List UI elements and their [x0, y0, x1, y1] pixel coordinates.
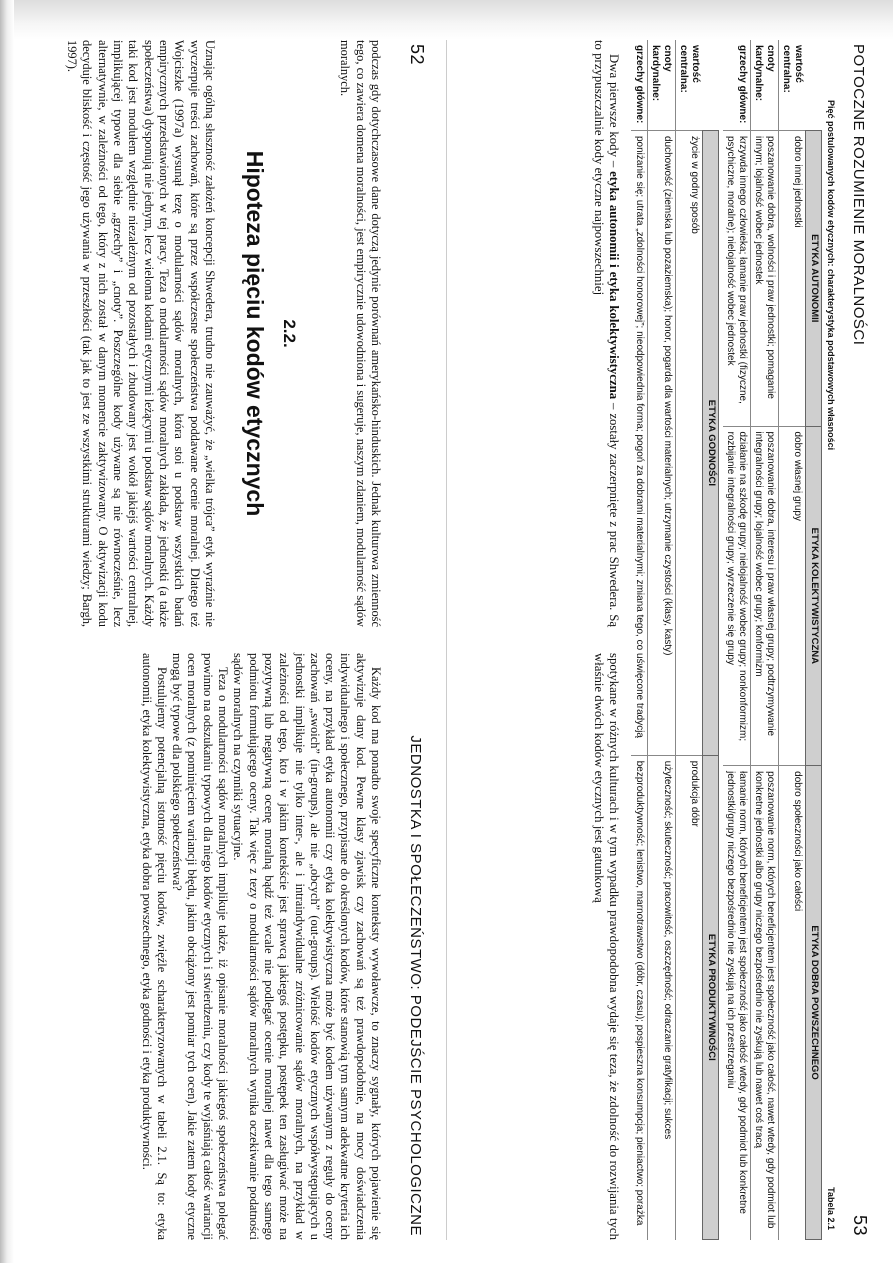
column-header: ETYKA AUTONOMII: [806, 131, 822, 427]
table-label: Tabela 2.1: [826, 1187, 836, 1230]
scan-shadow-left: [0, 0, 14, 1263]
book-gutter: [446, 40, 447, 1240]
paragraph: Teza o modularności sądów moralnych implikuje także, iż opisanie moralności jakiegoś społeczeństwa polegać powinno na odszukaniu typowych dla niego kodów etycznych i stwierdzeniu, czy kody te wyjaśniają całość wariancji ocen moralnych (z pominięciem wariancji błędu, jakim obciążony jest pomiar tych ocen). Jakie zatem kody etyczne mogą być typowe dla polskiego społeczeństwa?: [170, 653, 231, 1240]
scan-shadow-top: [0, 0, 893, 40]
right-running-header: [836, 40, 870, 1240]
ethics-table-part-2: [632, 40, 720, 1240]
paragraph: Uznając ogólną słuszność założeń koncepcji Shwedera, trudno nie zauważyć, że „wielka trójca” etyk wyraźnie nie wyczerpuje treści zachowań, które są przez współczesne społeczeństwa poddawane ocenie moralnej. Dlatego też Wojciszke (1997a) wysunął tezę o modularności sądów moralnych, która stoi u podstaw wszystkich badań empirycznych przedstawionych w tej pracy. Teza o modularności sądów moralnych zakłada, że jednostki (a także społeczeństwa) dysponują nie jednym, lecz wieloma kodami etycznymi leżącymi u podstaw sądów moralnych. Każdy taki kod jest modułem względnie niezależnym od pozostałych i zbudowany jest wokół jakiejś wartości centralnej, implikującej typowe dla siebie „grzechy” i „cnoty”. Poszczególne kody używane są nie równocześnie, lecz alternatywnie, w zależności od tego, który z nich został w danym momencie zaktywizowany. O aktywizacji kodu decyduje bliskość i częstość jego używania w przeszłości (tak jak to jest ze wszystkimi strukturami wiedzy; Bargh, 1997).: [65, 40, 217, 627]
right-column-1: [591, 40, 622, 627]
table-row: grzechy główne: krzywda innego człowieka; łamanie praw jednostki (fizyczne, psychiczne, moralne); nielojalność wobec jednostek działanie na szkodę grupy; nielojalność wobec grupy; nonkonformizm; rozbijanie integralności grupy; wyrzeczenie się grupy łamanie norm, których beneficjentem jest społeczność jako całość wtedy, gdy podmiot lub konkretne jednostki/grupy niczego bezpośrednio nie zyskują na ich przestrzeganiu: [723, 40, 751, 1240]
left-column-1: [23, 40, 383, 627]
paragraph: Dwa pierwsze kody – etyka autonomii i etyka kolektywistyczna – zostały zaczerpnięte z prac Shwedera. Są to przypuszczalnie kody etyczne najpowszechniej: [592, 40, 622, 628]
paragraph: podczas gdy dotychczasowe dane dotyczą jedynie porównań amerykańsko-hinduskich. Jednak kulturowa zmienność tego, co zawiera domena moralności, jest empirycznie udowodniona i sugeruje, naszym zdaniem, modularność sądów moralnych.: [338, 40, 383, 627]
column-header: ETYKA KOLEKTYWISTYCZNA: [806, 426, 822, 766]
page-number: 53: [850, 1214, 870, 1236]
column-header: ETYKA DOBRA POWSZECHNEGO: [806, 766, 822, 1240]
left-page: [27, 40, 427, 1240]
table-row: wartość centralna: dobro innej jednostki dobro własnej grupy dobro społeczności jako całości: [779, 40, 807, 1240]
left-column-2: [23, 653, 383, 1240]
page-number: 52: [407, 44, 427, 66]
running-head: POTOCZNE ROZUMIENIE MORALNOŚCI: [850, 44, 867, 346]
paragraph: Każdy kod ma ponadto swoje specyficzne konteksty wywoławcze, to znaczy sygnały, których pojawienie się aktywizuje dany kod. Pewne klasy zjawisk czy zachowań są też prawdopodobnie, na mocy doświadczenia indywidualnego i społecznego, przypisane do określonych kodów, które stanowią tym samym adekwatne kryteria ich oceny, na przykład etyka autonomii czy etyka kolektywistyczna może być kodem używanym z reguły do oceny zachowań „swoich” (in-groups), ale nie „obcych” (out-groups). Wielość kodów etycznych współwystępujących u jednostki implikuje nie tylko inter-, ale i intraindywidualne zróżnicowanie sądów moralnych, na przykład w zależności od tego, kto i w jakim kontekście jest sprawcą jakiegoś postępku, postępek ten zasługiwać może na pozytywną lub negatywną ocenę moralną bądź też wcale nie podlegać ocenie moralnej nawet dla tego samego podmiotu formułującego oceny. Tak więc z tezy o modularności sądów moralnych wynika oczekiwanie podatności sądów moralnych na czynniki sytuacyjne.: [231, 653, 383, 1240]
table-row: cnoty kardynalne: poszanowanie dobra, wolności i praw jednostki; pomaganie innym; lojalność wobec jednostek poszanowanie dobra, interesu i praw własnej grupy; podtrzymywanie integralności grupy; lojalność wobec grupy; konformizm poszanowanie norm, których beneficjentem jest społeczność jako całość, nawet wtedy, gdy podmiot lub konkretne jednostki albo grupy niczego bezpośrednio nie zyskują lub nawet coś tracą: [751, 40, 779, 1240]
section-title: Hipoteza pięciu kodów etycznych: [241, 150, 268, 517]
table-row: cnoty kardynalne: duchowość (ziemska lub pozaziemska); honor, pogarda dla wartości materialnych; utrzymanie czystości (klasy, kasty) użyteczność; skuteczność; pracowitość, oszczędność; odraczanie gratyfikacji; sukces: [648, 40, 676, 1240]
column-header: ETYKA GODNOŚCI: [703, 131, 719, 756]
paragraph: spotykane w różnych kulturach i w tym wypadku prawdopodobna wydaje się teza, że zdolność do rozwijania tych właśnie dwóch kodów etycznych jest gatunkową: [592, 653, 622, 1240]
table-2-1: [632, 40, 837, 1240]
section-number: 2.2.: [280, 319, 300, 348]
table-row: wartość centralna: życie w godny sposób produkcja dóbr: [676, 40, 704, 1240]
ethics-table-part-1: [723, 40, 822, 1240]
running-head: JEDNOSTKA I SPOŁECZEŃSTWO: PODEJŚCIE PSYCHOLOGICZNE: [407, 735, 424, 1236]
table-caption: Pięć postulowanych kodów etycznych: charakterystyka podstawowych własności: [826, 100, 836, 451]
right-column-2: [591, 653, 622, 1240]
paragraph: Postulujemy potencjalną istotność pięciu kodów, zwięźle scharakteryzowanych w tabeli 2.1. Są to: etyka autonomii, etyka kolektywistyczna, etyka dobra powszechnego, etyka godności i etyka produktywności.: [139, 653, 169, 1240]
table-row: grzechy główne: poniżanie się; utrata „zdolności honorowej”; nieodpowiednia forma; pogoń za dobrami materialnymi; zmiana tego, co uświęcone tradycją bezproduktywność; lenistwo, marnotrawstwo (dóbr, czasu); pospieszna konsumpcja; pieniactwo; porażka: [632, 40, 648, 1240]
right-page: [470, 40, 870, 1240]
column-header: ETYKA PRODUKTYWNOŚCI: [703, 755, 719, 1239]
left-running-header: [393, 40, 427, 1240]
